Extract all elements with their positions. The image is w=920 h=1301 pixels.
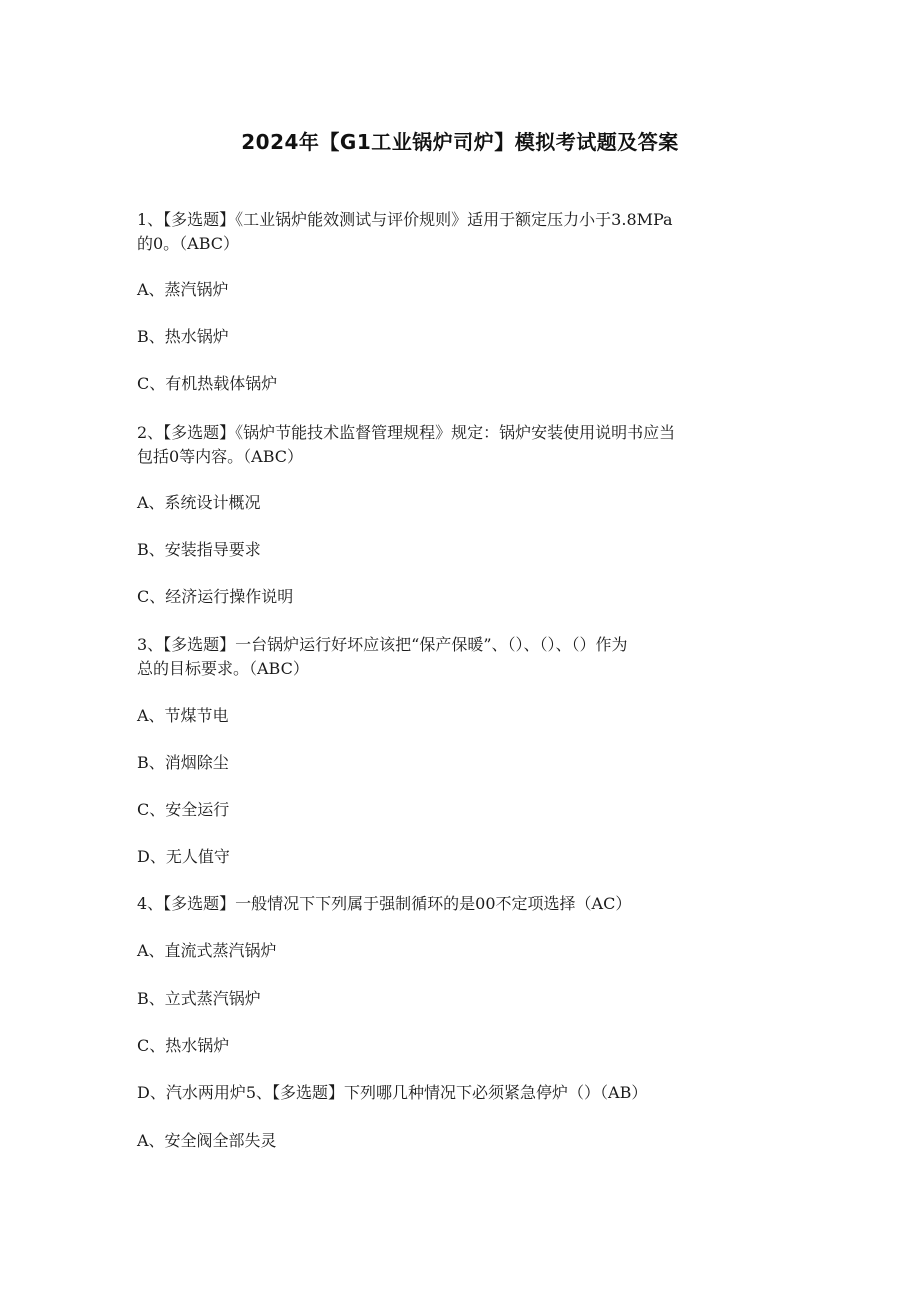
question-4-option-d-and-question-5: D、汽水两用炉5、【多选题】下列哪几种情况下必须紧急停炉（）（AB） [137, 1083, 648, 1102]
question-4-text: 4、【多选题】一般情况下下列属于强制循环的是00不定项选择（AC） [137, 894, 632, 913]
question-2-option-c: C、经济运行操作说明 [137, 587, 294, 606]
question-1-option-c: C、有机热载体锅炉 [137, 374, 278, 393]
question-3-option-d: D、无人值守 [137, 847, 230, 866]
question-1-text: 1、【多选题】《工业锅炉能效测试与评价规则》适用于额定压力小于3.8MPa [137, 210, 673, 229]
question-4-option-a: A、直流式蒸汽锅炉 [137, 941, 277, 960]
question-1-option-a: A、蒸汽锅炉 [137, 280, 229, 299]
question-3-option-c: C、安全运行 [137, 800, 230, 819]
question-1-text-cont: 的0。（ABC） [137, 234, 240, 253]
question-2-option-b: B、安装指导要求 [137, 540, 261, 559]
question-3-text: 3、【多选题】一台锅炉运行好坏应该把“保产保暖”、（）、（）、（）作为 [137, 635, 628, 654]
question-1-option-b: B、热水锅炉 [137, 327, 229, 346]
question-2-text: 2、【多选题】《锅炉节能技术监督管理规程》规定：锅炉安装使用说明书应当 [137, 423, 676, 442]
question-4-option-c: C、热水锅炉 [137, 1036, 230, 1055]
question-3-text-cont: 总的目标要求。（ABC） [137, 659, 309, 678]
question-4-option-b: B、立式蒸汽锅炉 [137, 989, 261, 1008]
question-2-option-a: A、系统设计概况 [137, 493, 261, 512]
page-title: 2024年【G1工业锅炉司炉】模拟考试题及答案 [241, 130, 679, 154]
question-2-text-cont: 包括0等内容。（ABC） [137, 447, 304, 466]
question-3-option-b: B、消烟除尘 [137, 753, 229, 772]
question-5-option-a: A、安全阀全部失灵 [137, 1131, 277, 1150]
question-3-option-a: A、节煤节电 [137, 706, 229, 725]
